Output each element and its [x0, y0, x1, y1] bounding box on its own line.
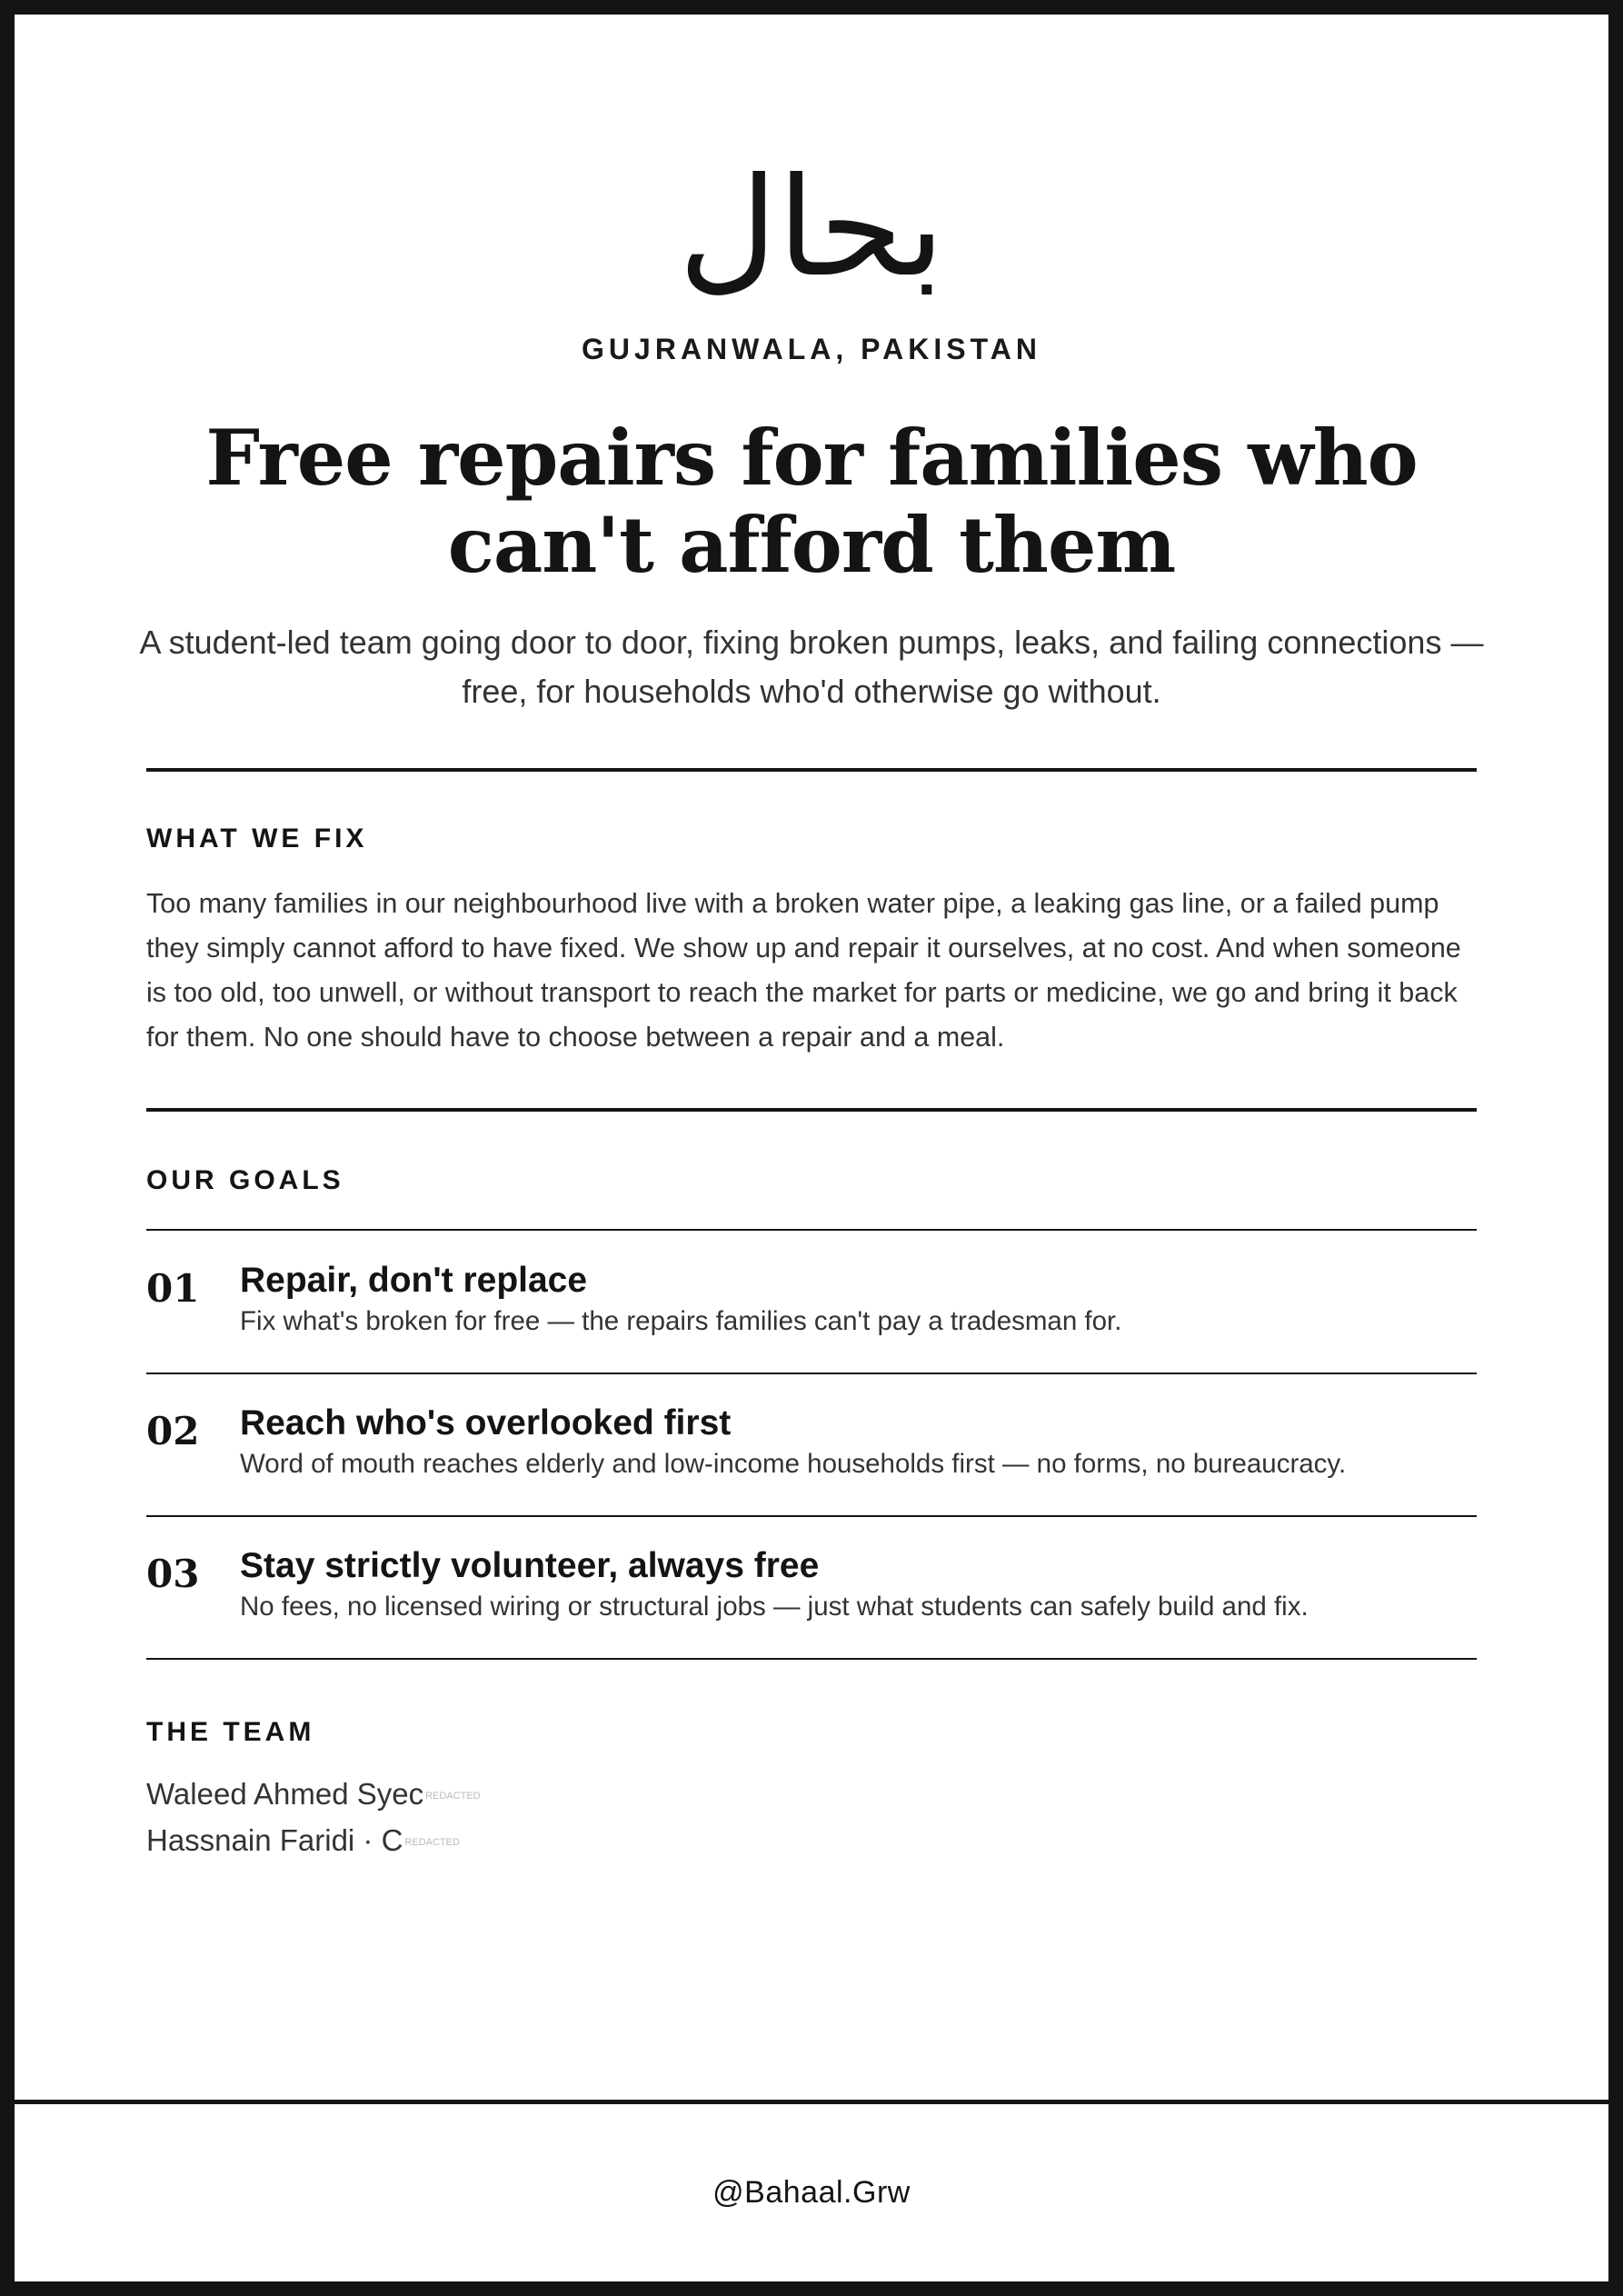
social-handle: @Bahaal.Grw — [712, 2175, 911, 2210]
goal-divider — [146, 1229, 1477, 1231]
goal-title: Stay strictly volunteer, always free — [240, 1546, 820, 1585]
goal-description: Fix what's broken for free — the repairs families can't pay a tradesman for. — [240, 1306, 1122, 1336]
goal-divider — [146, 1515, 1477, 1517]
what-we-fix-heading: WHAT WE FIX — [146, 824, 368, 854]
goal-description: No fees, no licensed wiring or structural jobs — just what students can safely build and fix. — [240, 1592, 1309, 1622]
section-divider — [146, 1108, 1477, 1112]
what-we-fix-body: Too many families in our neighbourhood live with a broken water pipe, a leaking gas line, or a failed pump they simply cannot afford to have fixed. We show up and repair it ourselves, at no cost. And when someone is too old, too unwell, or without transport to reach the market for parts or medicine, we go and bring it back for them. No one should have to choose between a repair and a meal. — [146, 888, 1461, 1053]
goal-divider — [146, 1658, 1477, 1660]
goal-title: Repair, don't replace — [240, 1261, 588, 1300]
goal-item — [146, 1403, 1477, 1512]
footer — [15, 2100, 1608, 2281]
team-heading: THE TEAM — [146, 1717, 315, 1747]
page-subtitle: A student-led team going door to door, fixing broken pumps, leaks, and failing connections — free, for households who'd otherwise go without. — [139, 624, 1484, 710]
poster-main — [15, 15, 1608, 2100]
goal-number: 02 — [146, 1409, 200, 1453]
team-member-name: Waleed Ahmed Syec — [146, 1777, 424, 1811]
redaction-block — [462, 1829, 643, 1856]
goal-description: Word of mouth reaches elderly and low-income households first — no forms, no bureaucracy. — [240, 1449, 1347, 1479]
our-goals-heading: OUR GOALS — [146, 1165, 344, 1195]
goal-item — [146, 1261, 1477, 1370]
goal-item — [146, 1546, 1477, 1655]
section-divider — [146, 768, 1477, 772]
team-member — [146, 1777, 664, 1812]
team-member — [146, 1823, 643, 1858]
goal-divider — [146, 1373, 1477, 1374]
redacted-label: REDACTED — [425, 1791, 481, 1802]
goal-number: 03 — [146, 1552, 200, 1596]
goal-number: 01 — [146, 1266, 200, 1311]
page-title: Free repairs for families who can't afford them — [205, 413, 1418, 590]
redacted-label: REDACTED — [404, 1837, 460, 1849]
location-label: GUJRANWALA, PAKISTAN — [582, 333, 1041, 365]
brand-logo: بحال — [678, 149, 945, 307]
redaction-block — [483, 1782, 664, 1810]
team-member-name: Hassnain Faridi · C — [146, 1823, 403, 1857]
goal-title: Reach who's overlooked first — [240, 1403, 732, 1442]
